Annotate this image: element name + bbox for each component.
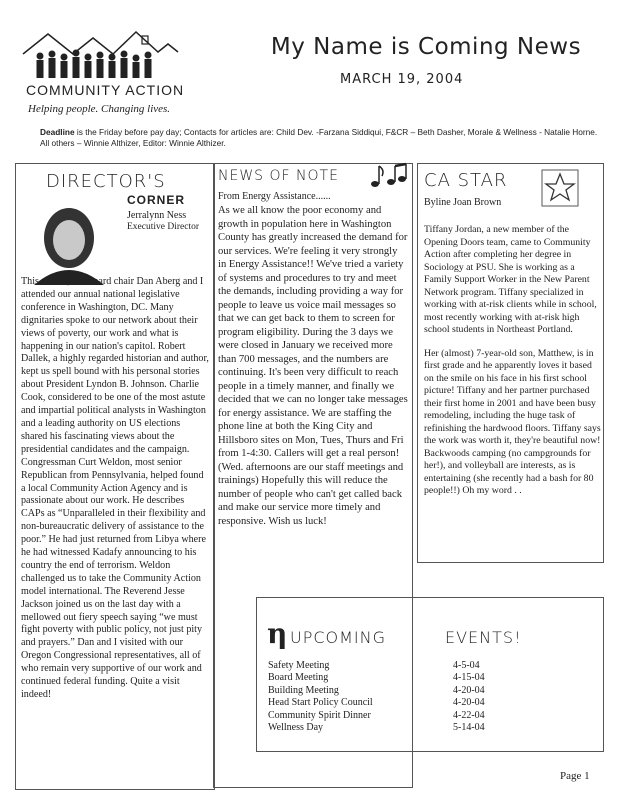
event-name: Building Meeting (268, 684, 339, 696)
news-of-note-title: NEWS OF NOTE (218, 168, 339, 184)
newsletter-date: MARCH 19, 2004 (340, 72, 464, 87)
event-row (268, 672, 568, 684)
event-date: 4-22-04 (453, 709, 485, 721)
event-name: Head Start Policy Council (268, 697, 373, 709)
newsletter-title: My Name is Coming News (270, 34, 582, 60)
event-date: 4-20-04 (453, 697, 485, 709)
event-row (268, 722, 568, 734)
event-row (268, 710, 568, 722)
ca-star-body (424, 224, 602, 509)
news-of-note-subtitle: From Energy Assistance...... (218, 191, 331, 202)
deadline-label: Deadline (40, 127, 75, 137)
music-notes-icon (366, 162, 408, 190)
logo-text: COMMUNITY ACTION (26, 82, 185, 98)
page-number: Page 1 (560, 770, 590, 782)
event-row (268, 697, 568, 709)
directors-corner-body: This month, our board chair Dan Aberg and I attended our annual national legislative conference in Washington, DC. Many dignitaries spoke to our network about their views of poverty, our work and what is happening in our nation's capitol. Robert Dallek, a highly regarded historian and author, kept us spell bound with his personal stories about President Lyndon B. Johnson. Charlie Cook, considered to be one of the most astute and impartial political analysts in Washington and a leading authority on US elections shared his fascinating views about the presidential candidates and the campaign. Congressman Curt Weldon, most senior Republican from Pennsylvania, helped found a local Community Action Agency and is passionate about our work. He describes CAPs as “Unparalleled in their flexibility and non-bureaucratic delivery of assistance to the poor.” He had just returned from Libya where he had witnessed Kadafy announcing to his country the end of terrorism. Weldon challenged us to take the Community Action model international. The Reverend Jesse Jackson joined us on the last day with a mellowed out fiery speech saying “we must fight poverty with public policy, not just pity and prayers.” Dan and I visited with our Oregon Congressional representatives, all of who remain very supportive of our work and continued federal funding. Quite a visit indeed! (21, 276, 209, 700)
deadline-notice (40, 127, 600, 149)
event-name: Board Meeting (268, 672, 329, 684)
news-of-note-body: As we all know the poor economy and growth in population here in Washington County has greatly increased the demand for our services. We're feeling it very strongly in Energy Assistance!! We've tried a variety of systems and procedures to try and meet the demands, including providing a way for people to leave us voice mail messages so that we can get back to them to screen for program eligibility. During the 3 days we were closed in January we received more than 700 messages, and the numbers are continuing. It's been very difficult to reach people in a timely manner, and finally we decided that we can no longer take messages for energy assistance. We are staffing the phone line at both the King City and Hillsboro sites on Mon, Tues, Thurs and Fri from 1-4:30. Callers will get a real person! (Wed. afternoons are our staff meetings and trainings) Hopefully this will reduce the number of people who can't get called back and make our service more timely and responsive. Wish us luck! (218, 205, 408, 527)
event-date: 4-5-04 (453, 660, 480, 671)
deadline-text: is the Friday before pay day; Contacts for articles are: Child Dev. -Farzana Siddiqui, F&CR – Beth Dasher, Morale & Wellness - Natalie Horne. All others – Winnie Althizer, Editor: Winnie Althizer. (40, 127, 598, 148)
community-action-logo (18, 24, 233, 132)
event-name: Safety Meeting (268, 660, 330, 671)
ca-star-byline: Byline Joan Brown (424, 197, 502, 208)
upcoming-title: UPCOMING (290, 628, 387, 647)
ca-star-title: CA STAR (424, 170, 508, 191)
event-name: Community Spirit Dinner (268, 709, 371, 721)
events-list (268, 660, 568, 734)
event-row (268, 685, 568, 697)
event-date: 4-20-04 (453, 684, 485, 696)
director-name: Jerralynn Ness (127, 210, 187, 221)
events-title: EVENTS! (445, 628, 522, 647)
star-icon (540, 168, 580, 208)
director-role: Executive Director (127, 222, 200, 232)
director-photo (19, 200, 119, 285)
event-date: 4-15-04 (453, 672, 485, 684)
event-date: 5-14-04 (453, 721, 485, 733)
directors-corner-title: DIRECTOR'S (46, 171, 166, 192)
ca-star-paragraph-2: Her (almost) 7-year-old son, Matthew, is in first grade and he apparently loves it based on the smile on his face in his first school picture! Tiffany and her partner purchased their first home in 2001 and have been busy remodeling, including the huge task of refinishing the hardwood floors. Tiffany says the work was worth it, they're beautiful now! Backwoods camping (no campgrounds for her!), and volleyball are interests, as is entertaining (she recently had a bash for 80 people!!) Oh my word . . (424, 347, 601, 496)
eta-icon: η (267, 617, 288, 650)
logo-tagline: Helping people. Changing lives. (28, 103, 171, 115)
ca-star-paragraph-1: Tiffany Jordan, a new member of the Opening Doors team, came to Community Action after completing her degree in Sociology at PSU. She is working as a Family Support Worker in the New Parent Network program. Tiffany specialized in working with at-risk clients while in school, most recently working with at-risk high school students in Northeast Portland. (424, 224, 597, 335)
logo-graphic (18, 24, 233, 132)
event-row (268, 660, 568, 672)
corner-subtitle: CORNER (127, 193, 186, 207)
event-name: Wellness Day (268, 721, 324, 733)
